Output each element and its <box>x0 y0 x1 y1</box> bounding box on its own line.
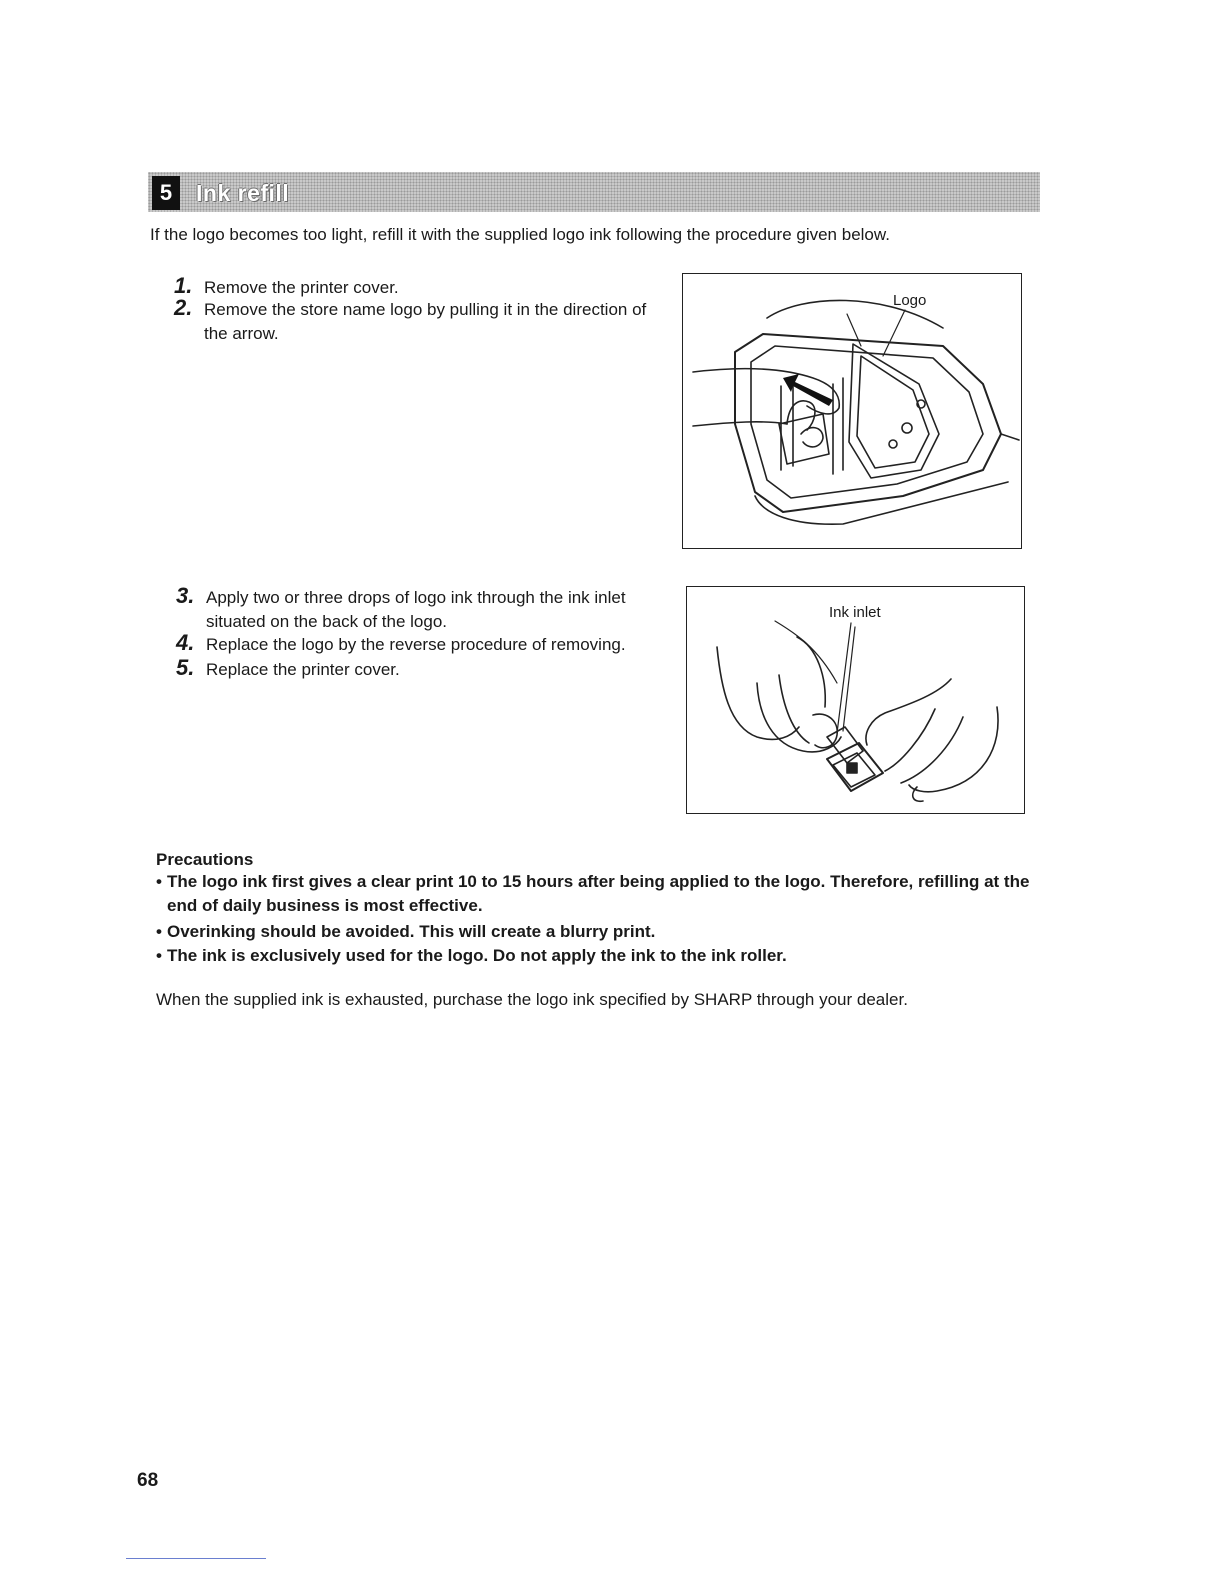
precaution-item <box>156 920 1056 944</box>
step-number: 5. <box>176 655 195 680</box>
bullet-icon: • <box>156 872 162 891</box>
precaution-item <box>156 870 1056 920</box>
step-text: Replace the printer cover. <box>206 660 400 679</box>
precaution-text: Overinking should be avoided. This will create a blurry print. <box>167 922 656 941</box>
printer-logo-illustration <box>683 274 1021 548</box>
step-number: 4. <box>176 630 195 655</box>
section-title: Ink refill <box>196 180 290 206</box>
logo-removal-figure <box>682 273 1022 549</box>
bottom-divider <box>126 1558 266 1559</box>
step-text: Remove the printer cover. <box>204 278 399 297</box>
precaution-text: The logo ink first gives a clear print 10 to 15 hours after being applied to the logo. Therefore, refilling at the end of daily business is most effective. <box>167 872 1030 915</box>
ink-inlet-figure <box>686 586 1025 814</box>
step-5 <box>176 655 676 682</box>
step-2 <box>174 295 674 348</box>
precaution-text: The ink is exclusively used for the logo. Do not apply the ink to the ink roller. <box>167 946 787 965</box>
step-number: 1. <box>174 273 193 298</box>
footer-note: When the supplied ink is exhausted, purchase the logo ink specified by SHARP through your dealer. <box>156 990 908 1009</box>
ink-inlet-callout-label: Ink inlet <box>829 604 881 621</box>
step-text: Remove the store name logo by pulling it in the direction of the arrow. <box>204 300 647 343</box>
section-number-badge: 5 <box>152 176 180 210</box>
page-number: 68 <box>137 1470 159 1491</box>
step-4 <box>176 630 676 657</box>
precautions-heading: Precautions <box>156 850 254 869</box>
step-3 <box>176 583 676 636</box>
bullet-icon: • <box>156 946 162 965</box>
step-number: 3. <box>176 583 195 608</box>
precaution-item <box>156 944 1056 968</box>
bullet-icon: • <box>156 922 162 941</box>
step-1 <box>174 273 674 300</box>
logo-callout-label: Logo <box>893 292 927 309</box>
step-number: 2. <box>174 295 193 320</box>
step-text: Replace the logo by the reverse procedure of removing. <box>206 635 626 654</box>
intro-text: If the logo becomes too light, refill it with the supplied logo ink following the procedure given below. <box>150 225 890 244</box>
step-text: Apply two or three drops of logo ink through the ink inlet situated on the back of the logo. <box>206 588 626 631</box>
